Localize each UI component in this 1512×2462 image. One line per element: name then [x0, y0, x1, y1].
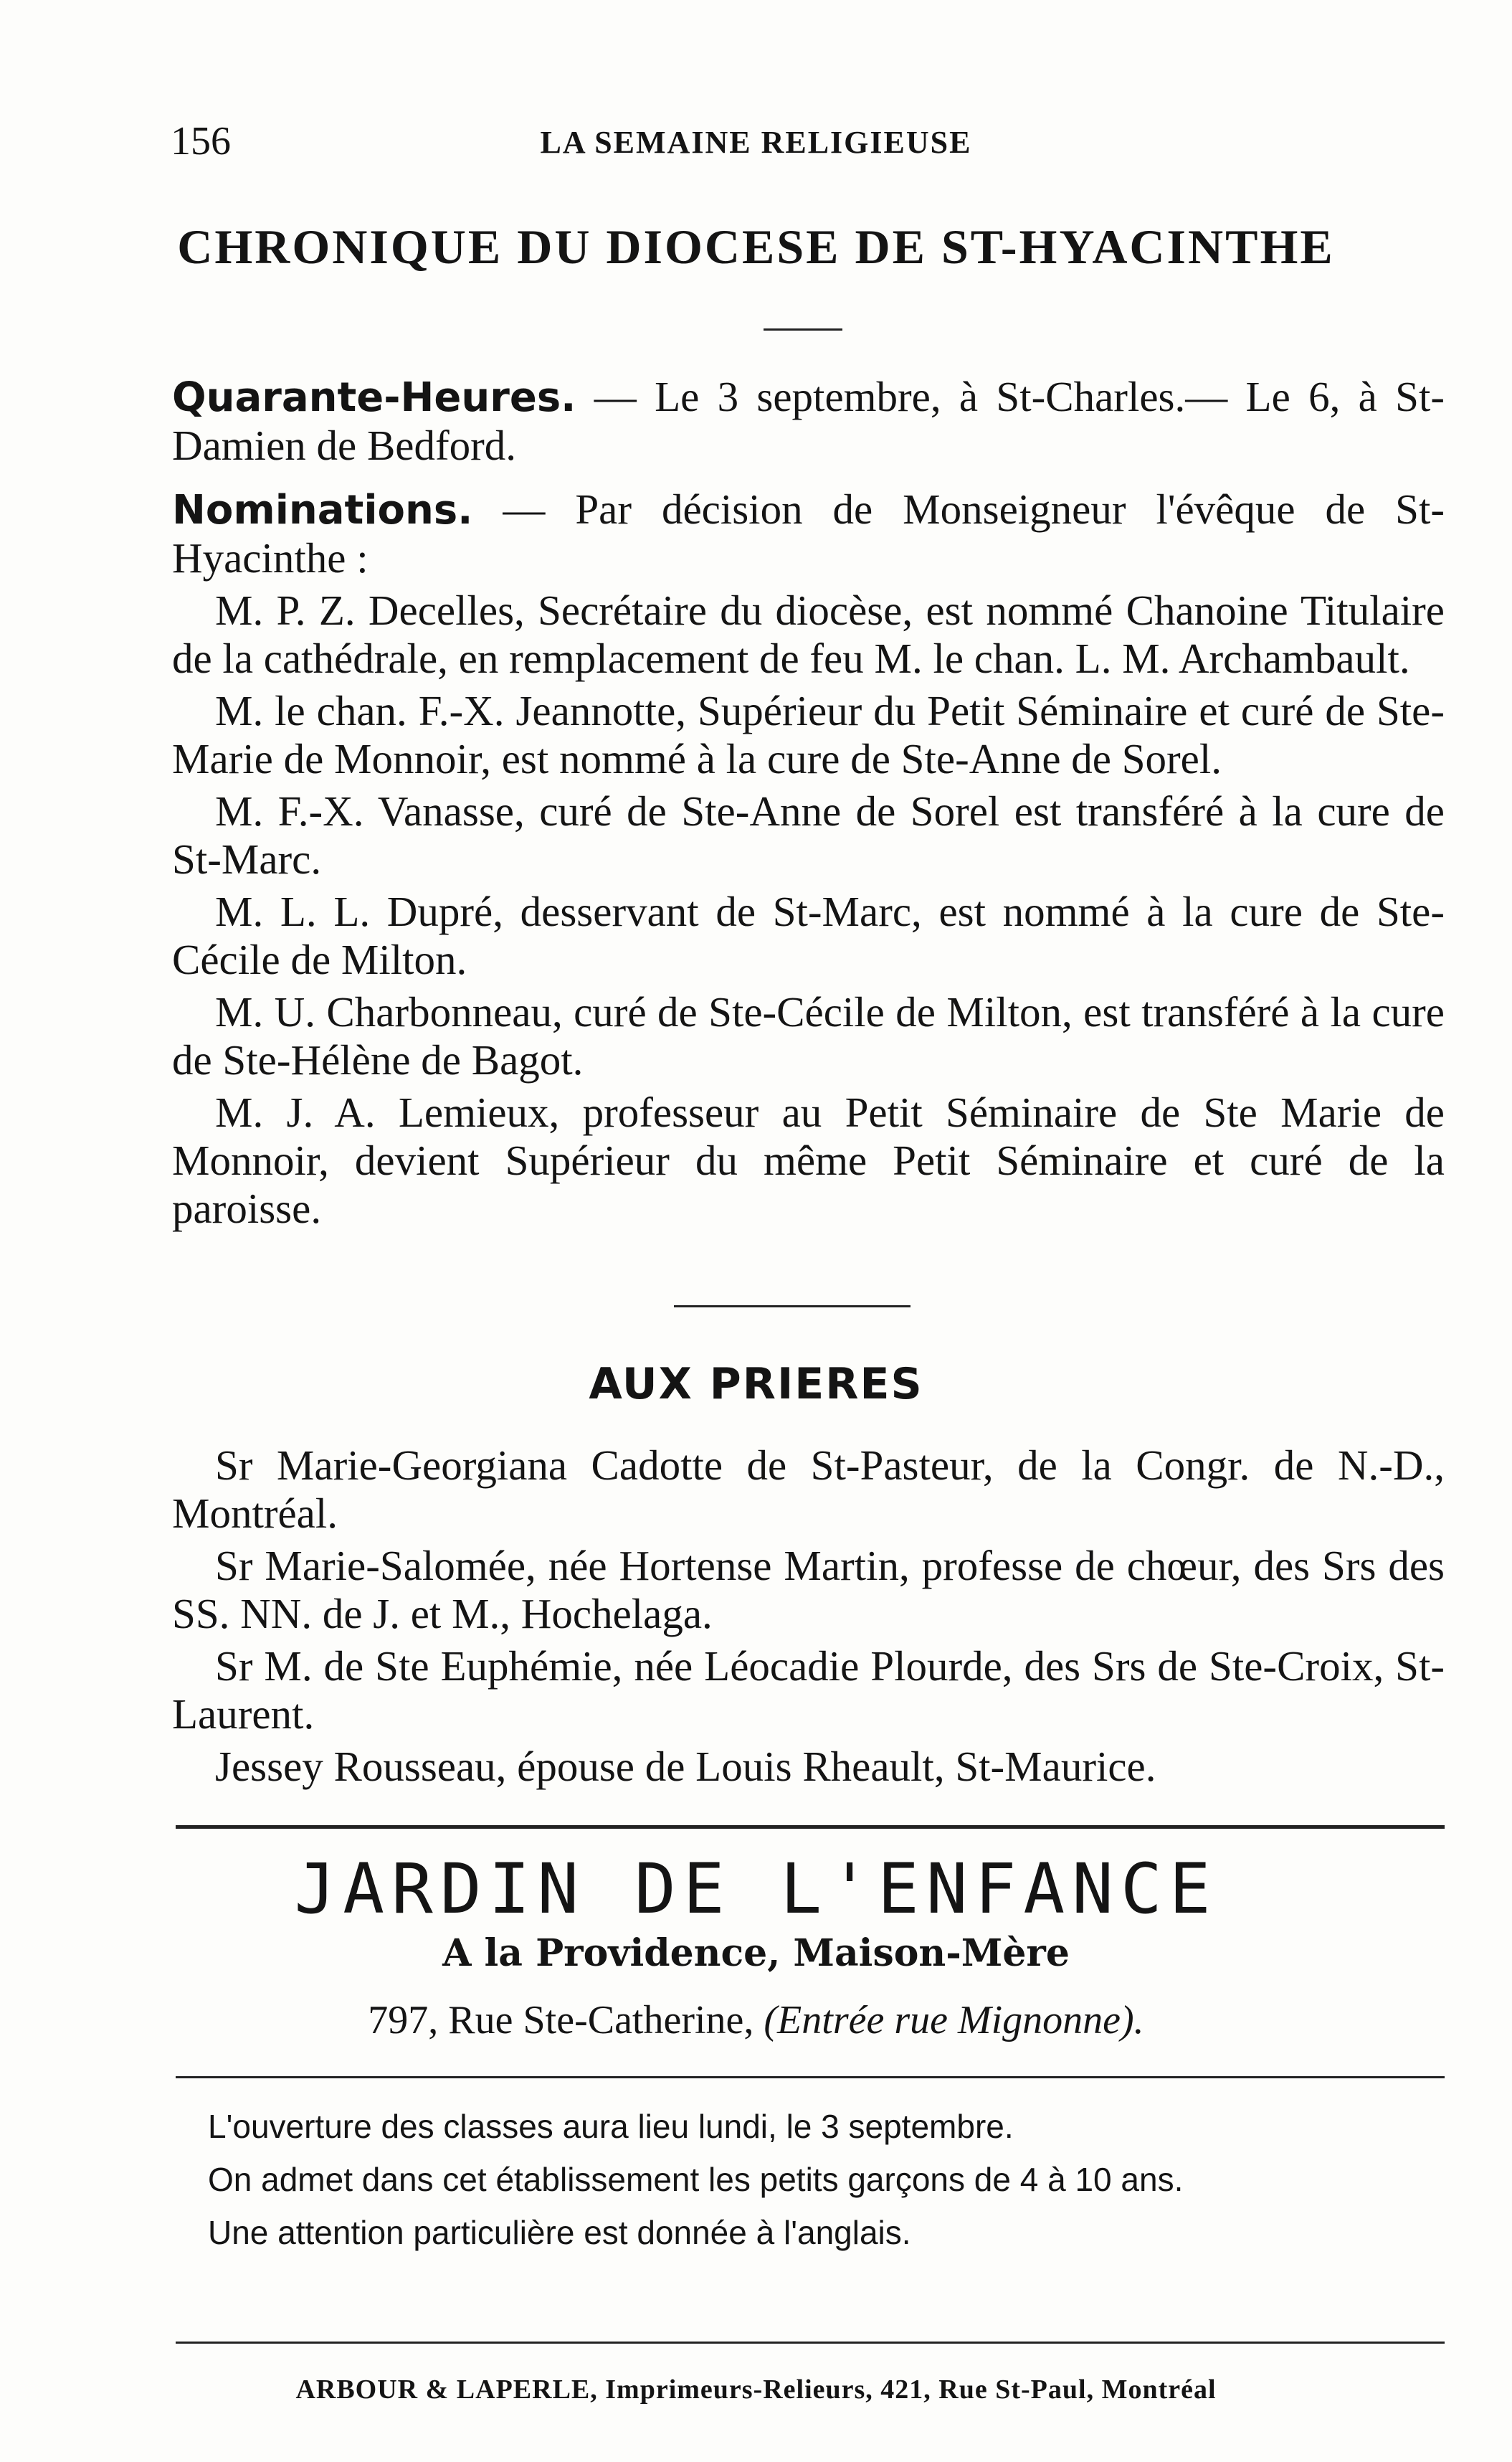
paragraph-quarante-heures: Quarante-Heures. — Le 3 septembre, à St-Charles.— Le 6, à St-Damien de Bedford. — [172, 373, 1445, 469]
chronicle-body — [172, 373, 1445, 1249]
prayer-item: Jessey Rousseau, épouse de Louis Rheault, St-Maurice. — [215, 1743, 1156, 1790]
paragraph-nominations: Nominations. — Par décision de Monseigneur l'évêque de St-Hyacinthe : — [172, 486, 1445, 582]
advert-details — [208, 2100, 1427, 2259]
advert-divider — [176, 2076, 1445, 2078]
address-note: (Entrée rue Mignonne). — [764, 1998, 1144, 2042]
prayers-title: AUX PRIERES — [589, 1359, 923, 1409]
advert-line: L'ouverture des classes aura lieu lundi, le 3 septembre. — [208, 2108, 1014, 2145]
prayer-item: Sr M. de Ste Euphémie, née Léocadie Plourde, des Srs de Ste-Croix, St-Laurent. — [172, 1642, 1445, 1738]
advert-subtitle: A la Providence, Maison-Mère — [442, 1931, 1070, 1975]
prayers-body — [172, 1441, 1445, 1795]
nomination-vanasse: M. F.-X. Vanasse, curé de Ste-Anne de Sorel est transféré à la cure de St-Marc. — [172, 787, 1445, 883]
footer-rule — [176, 2342, 1445, 2344]
advert-line: On admet dans cet établissement les petits garçons de 4 à 10 ans. — [208, 2161, 1184, 2198]
nomination-jeannotte: M. le chan. F.-X. Jeannotte, Supérieur du Petit Séminaire et curé de Ste-Marie de Monnoir, est nommé à la cure de Ste-Anne de Sorel. — [172, 687, 1445, 782]
address-street: 797, Rue Ste-Catherine, — [368, 1998, 764, 2042]
section-divider — [674, 1305, 910, 1307]
nomination-charbonneau: M. U. Charbonneau, curé de Ste-Cécile de Milton, est transféré à la cure de Ste-Hélène de Bagot. — [172, 988, 1445, 1084]
prayer-item: Sr Marie-Salomée, née Hortense Martin, professe de chœur, des Srs des SS. NN. de J. et M., Hochelaga. — [172, 1542, 1445, 1637]
page-number: 156 — [171, 119, 231, 164]
nomination-decelles: M. P. Z. Decelles, Secrétaire du diocèse, est nommé Chanoine Titulaire de la cathédrale, en remplacement de feu M. le chan. L. M. Archambault. — [172, 587, 1445, 682]
advert-title: JARDIN DE L'ENFANCE — [294, 1849, 1218, 1929]
nomination-lemieux: M. J. A. Lemieux, professeur au Petit Séminaire de Ste Marie de Monnoir, devient Supérieur du même Petit Séminaire et curé de la paroisse. — [172, 1089, 1445, 1232]
page-header — [0, 118, 1512, 169]
printer-imprint: ARBOUR & LAPERLE, Imprimeurs-Relieurs, 421, Rue St-Paul, Montréal — [295, 2375, 1217, 2405]
nomination-dupre: M. L. L. Dupré, desservant de St-Marc, est nommé à la cure de Ste-Cécile de Milton. — [172, 888, 1445, 983]
advert-address — [0, 1997, 1512, 2043]
advert-line: Une attention particulière est donnée à l'anglais. — [208, 2214, 911, 2251]
chronicle-title: CHRONIQUE DU DIOCESE DE ST-HYACINTHE — [177, 219, 1335, 274]
title-divider — [764, 328, 842, 331]
advert-top-border — [176, 1825, 1445, 1829]
prayer-item: Sr Marie-Georgiana Cadotte de St-Pasteur, de la Congr. de N.-D., Montréal. — [172, 1441, 1445, 1537]
running-title: LA SEMAINE RELIGIEUSE — [540, 125, 972, 160]
